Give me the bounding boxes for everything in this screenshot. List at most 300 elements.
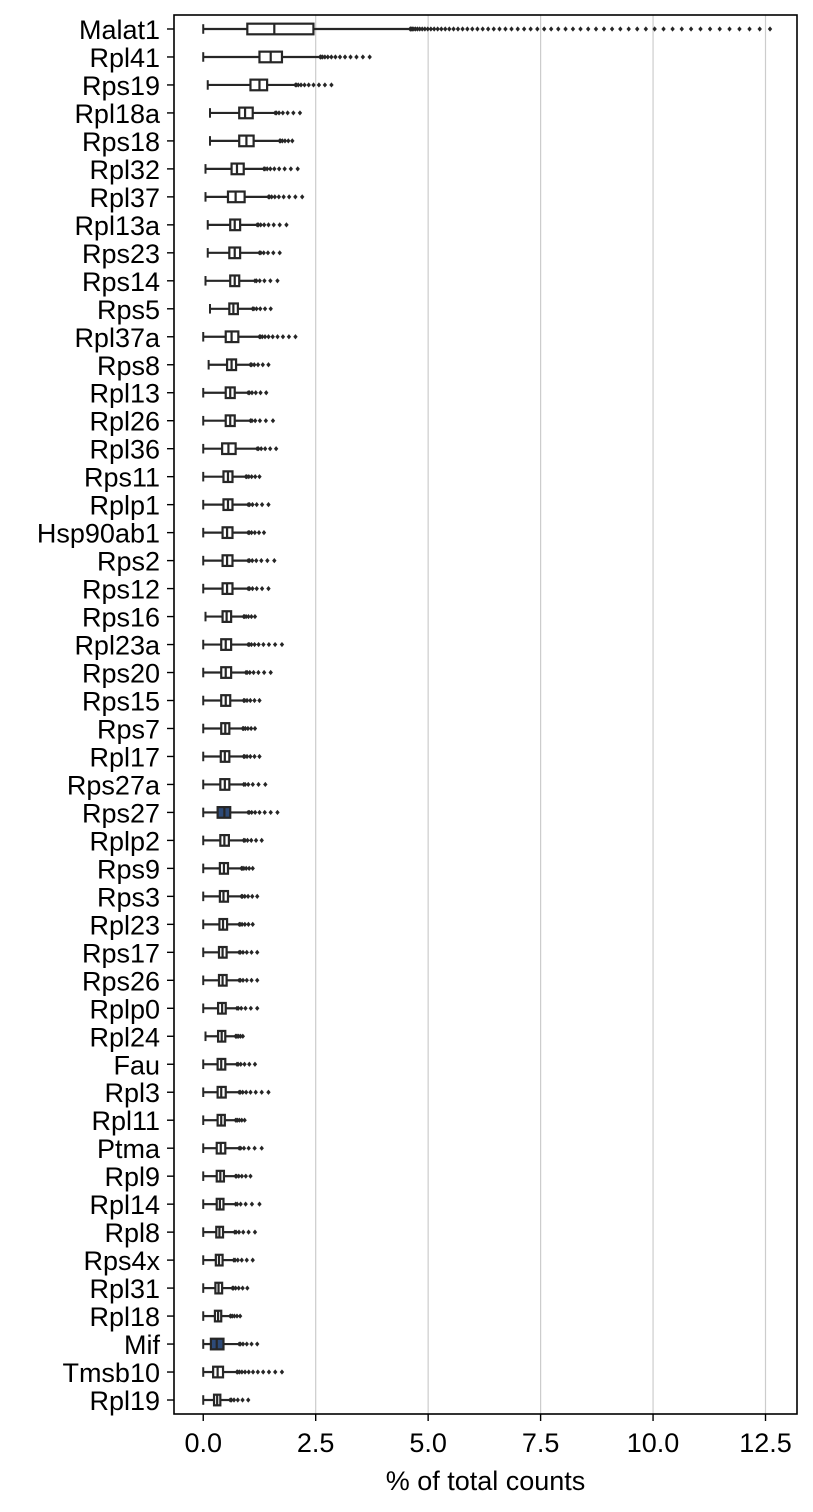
outlier-point xyxy=(266,250,270,255)
outlier-point xyxy=(268,446,272,451)
outlier-point xyxy=(266,362,270,367)
box-Rps4x xyxy=(203,1255,255,1266)
outlier-point xyxy=(503,26,507,31)
outlier-point xyxy=(245,838,249,843)
box-Rps27 xyxy=(203,807,279,818)
outlier-point xyxy=(470,26,474,31)
y-tick-label: Mif xyxy=(124,1330,160,1361)
outlier-point xyxy=(248,670,252,675)
outlier-point xyxy=(259,446,263,451)
y-tick-label: Rplp2 xyxy=(89,826,160,857)
outlier-point xyxy=(249,1341,253,1346)
outlier-point xyxy=(251,670,255,675)
outlier-point xyxy=(236,1258,240,1263)
y-tick-label: Rps15 xyxy=(81,686,160,717)
y-tick-label: Rps7 xyxy=(96,714,160,745)
outlier-point xyxy=(269,810,273,815)
outlier-point xyxy=(247,1062,251,1067)
outlier-point xyxy=(250,894,254,899)
outlier-point xyxy=(300,194,304,199)
outlier-point xyxy=(264,418,268,423)
outlier-point xyxy=(253,1230,257,1235)
outlier-point xyxy=(250,586,254,591)
outlier-point xyxy=(272,166,276,171)
outlier-point xyxy=(253,418,257,423)
outlier-point xyxy=(274,446,278,451)
outlier-point xyxy=(246,1230,250,1235)
outlier-point xyxy=(563,26,567,31)
outlier-point xyxy=(268,278,272,283)
y-tick-label: Rpl31 xyxy=(89,1274,160,1305)
outlier-point xyxy=(329,82,333,87)
outlier-point xyxy=(486,26,490,31)
outlier-point xyxy=(232,1397,236,1402)
outlier-point xyxy=(277,166,281,171)
outlier-point xyxy=(257,810,261,815)
outlier-point xyxy=(661,26,665,31)
y-tick-label: Ptma xyxy=(96,1134,160,1165)
outlier-point xyxy=(243,1202,247,1207)
y-tick-label: Tmsb10 xyxy=(62,1358,160,1389)
y-tick-label: Rpl8 xyxy=(104,1218,160,1249)
outlier-point xyxy=(241,950,245,955)
outlier-point xyxy=(281,334,285,339)
outlier-point xyxy=(465,26,469,31)
outlier-point xyxy=(244,1174,248,1179)
box-Rpl32 xyxy=(205,164,299,175)
outlier-point xyxy=(248,698,252,703)
outlier-point xyxy=(264,390,268,395)
box-Rpl13 xyxy=(203,387,268,398)
outlier-point xyxy=(273,642,277,647)
outlier-point xyxy=(275,278,279,283)
outlier-point xyxy=(302,82,306,87)
outlier-point xyxy=(245,1258,249,1263)
outlier-point xyxy=(268,166,272,171)
outlier-point xyxy=(242,1118,246,1123)
box-Rpl18a xyxy=(210,108,302,119)
box-Rps14 xyxy=(205,275,279,286)
box-Rps17 xyxy=(203,947,259,958)
outlier-point xyxy=(271,334,275,339)
box-Rpl17 xyxy=(203,751,261,762)
outlier-point xyxy=(241,978,245,983)
y-tick-label: Rps3 xyxy=(96,882,160,913)
box-Rplp2 xyxy=(203,835,264,846)
outlier-point xyxy=(451,26,455,31)
outlier-point xyxy=(718,26,722,31)
outlier-point xyxy=(367,54,371,59)
outlier-point xyxy=(481,26,485,31)
outlier-point xyxy=(241,1034,245,1039)
outlier-point xyxy=(323,82,327,87)
outlier-point xyxy=(260,1090,264,1095)
outlier-point xyxy=(277,110,281,115)
outlier-point xyxy=(252,362,256,367)
outlier-point xyxy=(644,26,648,31)
outlier-point xyxy=(256,1369,260,1374)
y-tick-label: Rpl23a xyxy=(74,630,160,661)
outlier-point xyxy=(256,362,260,367)
outlier-point xyxy=(262,278,266,283)
outlier-point xyxy=(246,1146,250,1151)
y-tick-label: Rps16 xyxy=(81,602,160,633)
outlier-point xyxy=(296,166,300,171)
box-Rps2 xyxy=(203,555,276,566)
outlier-point xyxy=(240,1285,244,1290)
outlier-point xyxy=(257,530,261,535)
box-Malat1 xyxy=(203,24,772,35)
y-tick-label: Rps27 xyxy=(81,798,160,829)
y-tick-label: Rps17 xyxy=(81,938,160,969)
outlier-point xyxy=(247,1369,251,1374)
outlier-point xyxy=(266,222,270,227)
outlier-point xyxy=(260,1146,264,1151)
outlier-point xyxy=(635,26,639,31)
outlier-point xyxy=(253,1062,257,1067)
outlier-point xyxy=(287,194,291,199)
outlier-point xyxy=(443,26,447,31)
box-Mif xyxy=(203,1339,259,1350)
outlier-point xyxy=(492,26,496,31)
outlier-point xyxy=(698,26,702,31)
outlier-point xyxy=(253,810,257,815)
outlier-point xyxy=(241,1341,245,1346)
y-tick-label: Rps23 xyxy=(81,238,160,269)
box-Rpl14 xyxy=(203,1199,261,1210)
box-Rps26 xyxy=(203,975,259,986)
outlier-point xyxy=(267,642,271,647)
outlier-point xyxy=(262,670,266,675)
box-Rpl36 xyxy=(203,443,278,454)
box-Rps12 xyxy=(203,583,270,594)
outlier-point xyxy=(311,82,315,87)
x-tick-label: 10.0 xyxy=(626,1428,680,1458)
outlier-point xyxy=(255,950,259,955)
outlier-point xyxy=(460,26,464,31)
outlier-point xyxy=(286,138,290,143)
gridlines xyxy=(316,15,766,1414)
box-Rps3 xyxy=(203,891,259,902)
outlier-point xyxy=(475,26,479,31)
outlier-point xyxy=(251,1258,255,1263)
outlier-point xyxy=(255,502,259,507)
outlier-point xyxy=(258,418,262,423)
outlier-point xyxy=(578,26,582,31)
outlier-point xyxy=(263,306,267,311)
box-Rps18 xyxy=(210,136,295,147)
box-Rpl37 xyxy=(205,192,304,203)
outlier-point xyxy=(257,1202,261,1207)
outlier-point xyxy=(586,26,590,31)
outlier-point xyxy=(497,26,501,31)
outlier-point xyxy=(258,278,262,283)
box-Rps5 xyxy=(210,303,273,314)
outlier-point xyxy=(254,390,258,395)
outlier-point xyxy=(262,530,266,535)
outlier-point xyxy=(737,26,741,31)
box-Rpl37a xyxy=(203,331,297,342)
outlier-point xyxy=(253,474,257,479)
outlier-point xyxy=(306,82,310,87)
outlier-point xyxy=(250,390,254,395)
outlier-point xyxy=(269,306,273,311)
outlier-point xyxy=(254,558,258,563)
y-tick-label: Rps11 xyxy=(83,462,160,493)
box-Rpl11 xyxy=(203,1115,247,1126)
outlier-point xyxy=(269,670,273,675)
y-tick-label: Rps12 xyxy=(81,574,160,605)
box-Rps16 xyxy=(205,611,257,622)
outlier-point xyxy=(243,1006,247,1011)
outlier-point xyxy=(255,978,259,983)
y-tick-label: Rpl18a xyxy=(74,98,160,129)
box-Rpl31 xyxy=(203,1283,249,1294)
x-tick-label: 5.0 xyxy=(409,1428,447,1458)
outlier-point xyxy=(758,26,762,31)
outlier-point xyxy=(245,978,249,983)
x-tick-label: 2.5 xyxy=(296,1428,335,1458)
outlier-point xyxy=(237,1285,241,1290)
outlier-point xyxy=(542,26,546,31)
outlier-point xyxy=(266,334,270,339)
outlier-point xyxy=(266,586,270,591)
x-tick-label: 0.0 xyxy=(184,1428,223,1458)
y-tick-label: Rps5 xyxy=(96,294,160,325)
outlier-point xyxy=(238,1313,242,1318)
box-Rps20 xyxy=(203,667,273,678)
outlier-point xyxy=(246,1397,250,1402)
outlier-point xyxy=(265,558,269,563)
outlier-point xyxy=(277,194,281,199)
outlier-point xyxy=(246,782,250,787)
outlier-point xyxy=(251,782,255,787)
box-Ptma xyxy=(203,1143,264,1154)
box-Rps8 xyxy=(209,359,271,370)
outlier-point xyxy=(259,558,263,563)
outlier-point xyxy=(256,642,260,647)
box-Rpl41 xyxy=(203,52,372,63)
outlier-point xyxy=(252,642,256,647)
outlier-point xyxy=(237,1230,241,1235)
outlier-point xyxy=(245,1341,249,1346)
box-Rplp0 xyxy=(203,1003,259,1014)
outlier-point xyxy=(549,26,553,31)
outlier-point xyxy=(250,558,254,563)
x-axis-title: % of total counts xyxy=(385,1466,586,1496)
outlier-point xyxy=(768,26,772,31)
outlier-point xyxy=(245,950,249,955)
y-tick-label: Rps19 xyxy=(81,70,160,101)
outlier-point xyxy=(260,502,264,507)
outlier-point xyxy=(236,1397,240,1402)
box-Rps15 xyxy=(203,695,261,706)
y-tick-label: Rps4x xyxy=(83,1246,160,1277)
outlier-point xyxy=(447,26,451,31)
outlier-point xyxy=(271,250,275,255)
box-Rps19 xyxy=(208,80,334,91)
outlier-point xyxy=(556,26,560,31)
outlier-point xyxy=(254,306,258,311)
outlier-point xyxy=(254,1090,258,1095)
box-Rps7 xyxy=(203,723,257,734)
box-Rps23 xyxy=(208,248,282,259)
outlier-point xyxy=(747,26,751,31)
outlier-point xyxy=(343,54,347,59)
y-tick-label: Rpl19 xyxy=(89,1386,160,1417)
outlier-point xyxy=(291,110,295,115)
outlier-point xyxy=(272,222,276,227)
y-tick-label: Rpl26 xyxy=(89,406,160,437)
outlier-point xyxy=(255,894,259,899)
outlier-point xyxy=(260,586,264,591)
y-tick-label: Rpl23 xyxy=(89,910,160,941)
outlier-point xyxy=(266,1090,270,1095)
box-Rpl3 xyxy=(203,1087,270,1098)
outlier-point xyxy=(522,26,526,31)
outlier-point xyxy=(282,166,286,171)
outlier-point xyxy=(261,362,265,367)
outlier-point xyxy=(293,334,297,339)
outlier-point xyxy=(248,754,252,759)
outlier-point xyxy=(317,82,321,87)
box-Rps11 xyxy=(203,471,261,482)
outlier-point xyxy=(535,26,539,31)
outlier-point xyxy=(255,1341,259,1346)
outlier-point xyxy=(689,26,693,31)
outlier-point xyxy=(240,1397,244,1402)
y-tick-label: Rps18 xyxy=(81,126,160,157)
box-Rpl18 xyxy=(203,1311,242,1322)
y-tick-label: Rps26 xyxy=(81,966,160,997)
box-Fau xyxy=(203,1059,257,1070)
outlier-point xyxy=(240,1174,244,1179)
outlier-point xyxy=(271,418,275,423)
outlier-point xyxy=(249,1006,253,1011)
y-tick-label: Rps8 xyxy=(96,350,160,381)
outlier-point xyxy=(252,1146,256,1151)
outlier-point xyxy=(251,866,255,871)
y-tick-label: Rpl36 xyxy=(89,434,160,465)
outlier-point xyxy=(618,26,622,31)
y-tick-label: Rps9 xyxy=(96,854,160,885)
outlier-point xyxy=(250,1202,254,1207)
outlier-point xyxy=(256,670,260,675)
outlier-point xyxy=(257,474,261,479)
outlier-point xyxy=(255,586,259,591)
outlier-point xyxy=(509,26,513,31)
x-tick-label: 7.5 xyxy=(521,1428,560,1458)
iqr-box xyxy=(247,24,313,35)
outlier-point xyxy=(263,810,267,815)
box-Rpl8 xyxy=(203,1227,257,1238)
outlier-point xyxy=(528,26,532,31)
outlier-point xyxy=(258,390,262,395)
outlier-point xyxy=(287,334,291,339)
outlier-point xyxy=(262,250,266,255)
outlier-point xyxy=(298,110,302,115)
y-tick-label: Rpl11 xyxy=(91,1106,160,1137)
outlier-point xyxy=(263,446,267,451)
outlier-point xyxy=(272,558,276,563)
outlier-point xyxy=(240,1258,244,1263)
outlier-point xyxy=(244,1090,248,1095)
y-tick-label: Rplp1 xyxy=(89,490,160,521)
outlier-point xyxy=(252,754,256,759)
outlier-point xyxy=(278,250,282,255)
outlier-point xyxy=(627,26,631,31)
y-tick-label: Malat1 xyxy=(78,14,160,45)
outlier-point xyxy=(260,838,264,843)
box-Tmsb10 xyxy=(203,1367,284,1378)
outlier-point xyxy=(245,1285,249,1290)
outlier-point xyxy=(239,1006,243,1011)
box-Rpl23 xyxy=(203,919,255,930)
outlier-point xyxy=(238,1202,242,1207)
outlier-point xyxy=(249,950,253,955)
outlier-point xyxy=(275,334,279,339)
outlier-point xyxy=(251,922,255,927)
outlier-point xyxy=(249,838,253,843)
outlier-point xyxy=(285,110,289,115)
outlier-point xyxy=(290,138,294,143)
y-tick-label: Rplp0 xyxy=(89,994,160,1025)
y-tick-label: Rpl9 xyxy=(104,1162,160,1193)
outlier-point xyxy=(354,54,358,59)
y-tick-label: Rps27a xyxy=(66,770,160,801)
box-Rps27a xyxy=(203,779,267,790)
y-tick-label: Rpl3 xyxy=(104,1078,160,1109)
y-tick-label: Rps2 xyxy=(96,546,160,577)
outlier-point xyxy=(250,502,254,507)
outlier-point xyxy=(333,54,337,59)
outlier-point xyxy=(439,26,443,31)
box-Rpl9 xyxy=(203,1171,252,1182)
outlier-point xyxy=(267,1369,271,1374)
outlier-point xyxy=(708,26,712,31)
outlier-point xyxy=(248,1174,252,1179)
outlier-point xyxy=(680,26,684,31)
y-tick-label: Rpl24 xyxy=(89,1022,160,1053)
outlier-point xyxy=(516,26,520,31)
outlier-point xyxy=(253,530,257,535)
y-tick-label: Rpl37 xyxy=(89,182,160,213)
outlier-point xyxy=(281,110,285,115)
outlier-point xyxy=(266,502,270,507)
outlier-point xyxy=(261,642,265,647)
outlier-point xyxy=(361,54,365,59)
y-tick-label: Rpl41 xyxy=(89,42,160,73)
outlier-point xyxy=(246,922,250,927)
y-tick-label: Rpl18 xyxy=(89,1302,160,1333)
outlier-point xyxy=(284,222,288,227)
outlier-point xyxy=(251,1369,255,1374)
outlier-point xyxy=(242,1146,246,1151)
box-Rpl24 xyxy=(205,1031,245,1042)
outlier-point xyxy=(275,810,279,815)
y-tick-label: Rpl13 xyxy=(89,378,160,409)
outlier-point xyxy=(255,1006,259,1011)
box-Rpl19 xyxy=(203,1395,250,1406)
y-tick-label: Rpl32 xyxy=(89,154,160,185)
outlier-point xyxy=(257,754,261,759)
outlier-point xyxy=(273,1369,277,1374)
outlier-point xyxy=(571,26,575,31)
box-Hsp90ab1 xyxy=(203,527,266,538)
outlier-point xyxy=(261,1369,265,1374)
outlier-point xyxy=(293,194,297,199)
outlier-point xyxy=(278,222,282,227)
